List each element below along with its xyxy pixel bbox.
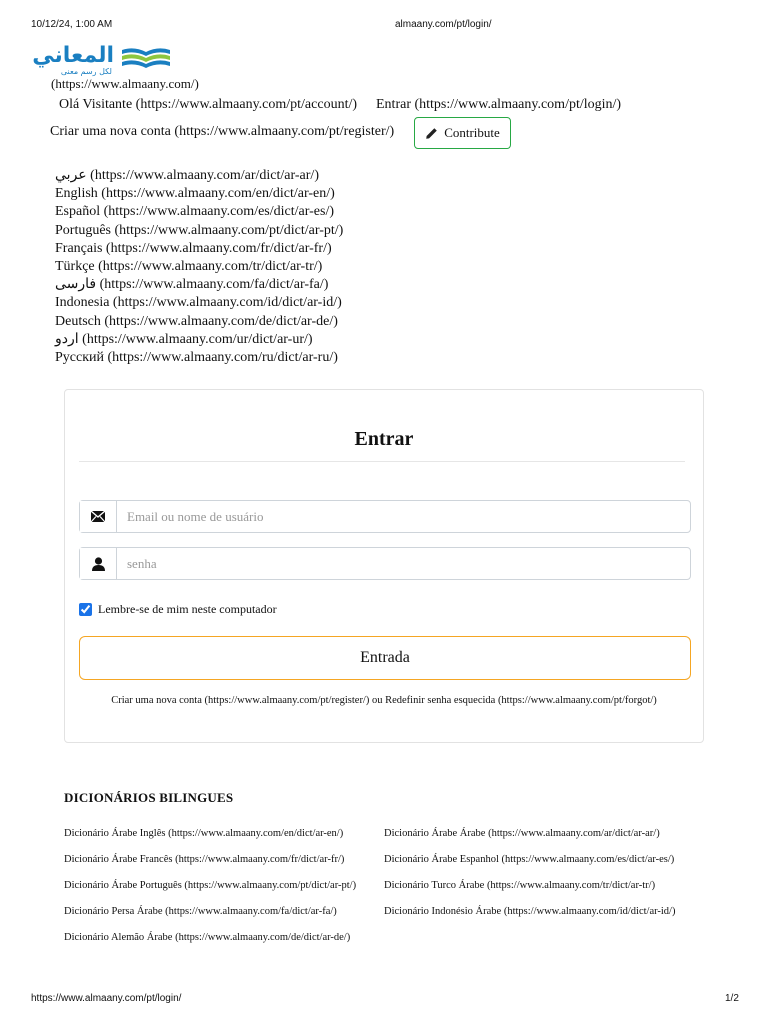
print-url: almaany.com/pt/login/ — [395, 19, 492, 30]
language-link-ru[interactable]: Русский (https://www.almaany.com/ru/dict/ar-ru/) — [55, 350, 338, 366]
title-divider — [79, 461, 685, 462]
language-link-fr[interactable]: Français (https://www.almaany.com/fr/dict/ar-fr/) — [55, 240, 332, 256]
dictionary-link[interactable]: Dicionário Persa Árabe (https://www.almaany.com/fa/dict/ar-fa/) — [64, 906, 337, 917]
envelope-icon — [80, 501, 117, 532]
dictionary-link[interactable]: Dicionário Árabe Árabe (https://www.almaany.com/ar/dict/ar-ar/) — [384, 828, 660, 839]
remember-me[interactable] — [79, 602, 277, 617]
language-link-ur[interactable]: اردو (https://www.almaany.com/ur/dict/ar-ur/) — [55, 331, 313, 347]
create-account-link[interactable]: Criar uma nova conta (https://www.almaany.com/pt/register/) — [111, 695, 370, 706]
email-field — [79, 500, 691, 533]
language-link-de[interactable]: Deutsch (https://www.almaany.com/de/dict/ar-de/) — [55, 313, 338, 329]
language-link-pt[interactable]: Português (https://www.almaany.com/pt/dict/ar-pt/) — [55, 222, 344, 238]
dictionary-link[interactable]: Dicionário Alemão Árabe (https://www.almaany.com/de/dict/ar-de/) — [64, 932, 351, 943]
dictionary-link[interactable]: Dicionário Árabe Francês (https://www.almaany.com/fr/dict/ar-fr/) — [64, 854, 345, 865]
dictionary-link[interactable]: Dicionário Árabe Português (https://www.almaany.com/pt/dict/ar-pt/) — [64, 880, 357, 891]
account-links — [65, 695, 703, 706]
forgot-password-link[interactable]: Redefinir senha esquecida (https://www.almaany.com/pt/forgot/) — [385, 695, 657, 706]
dictionary-link[interactable]: Dicionário Turco Árabe (https://www.almaany.com/tr/dict/ar-tr/) — [384, 880, 656, 891]
remember-label: Lembre-se de mim neste computador — [98, 602, 277, 616]
print-footer-url: https://www.almaany.com/pt/login/ — [31, 993, 182, 1004]
logo-tagline: لكل رسم معنى — [60, 67, 112, 76]
print-datetime: 10/12/24, 1:00 AM — [31, 19, 113, 30]
login-card — [64, 389, 704, 743]
bilingual-title: DICIONÁRIOS BILINGUES — [64, 790, 234, 805]
language-list — [55, 167, 343, 367]
submit-button[interactable]: Entrada — [79, 636, 691, 680]
or-text: ou — [371, 695, 383, 706]
logo-link[interactable]: (https://www.almaany.com/) — [51, 76, 199, 91]
contribute-label: Contribute — [444, 125, 500, 140]
dictionary-link[interactable]: Dicionário Indonésio Árabe (https://www.almaany.com/id/dict/ar-id/) — [384, 906, 676, 917]
language-link-fa[interactable]: فارسی (https://www.almaany.com/fa/dict/ar-fa/) — [55, 277, 329, 293]
language-link-en[interactable]: English (https://www.almaany.com/en/dict/ar-en/) — [55, 186, 335, 202]
register-link[interactable]: Criar uma nova conta (https://www.almaany.com/pt/register/) — [50, 124, 395, 139]
print-page-number: 1/2 — [725, 993, 739, 1004]
language-link-tr[interactable]: Türkçe (https://www.almaany.com/tr/dict/ar-tr/) — [55, 259, 323, 275]
login-link[interactable]: Entrar (https://www.almaany.com/pt/login/) — [376, 97, 622, 112]
email-input[interactable] — [117, 501, 690, 532]
pencil-icon — [425, 127, 438, 140]
contribute-button[interactable] — [414, 117, 511, 149]
dictionary-link[interactable]: Dicionário Árabe Espanhol (https://www.almaany.com/es/dict/ar-es/) — [384, 854, 675, 865]
language-link-id[interactable]: Indonesia (https://www.almaany.com/id/dict/ar-id/) — [55, 295, 342, 311]
site-logo[interactable] — [32, 40, 174, 78]
login-title: Entrar — [354, 428, 414, 450]
language-link-ar[interactable]: عربي (https://www.almaany.com/ar/dict/ar-ar/) — [55, 168, 319, 183]
language-link-es[interactable]: Español (https://www.almaany.com/es/dict/ar-es/) — [55, 204, 334, 220]
password-input[interactable] — [117, 548, 690, 579]
remember-checkbox[interactable] — [79, 603, 92, 616]
logo-text: المعاني — [32, 43, 114, 68]
logo-book-icon — [32, 40, 174, 78]
user-icon — [80, 548, 117, 579]
password-field — [79, 547, 691, 580]
dictionary-link[interactable]: Dicionário Árabe Inglês (https://www.almaany.com/en/dict/ar-en/) — [64, 828, 344, 839]
visitor-account-link[interactable]: Olá Visitante (https://www.almaany.com/pt/account/) — [59, 97, 358, 112]
